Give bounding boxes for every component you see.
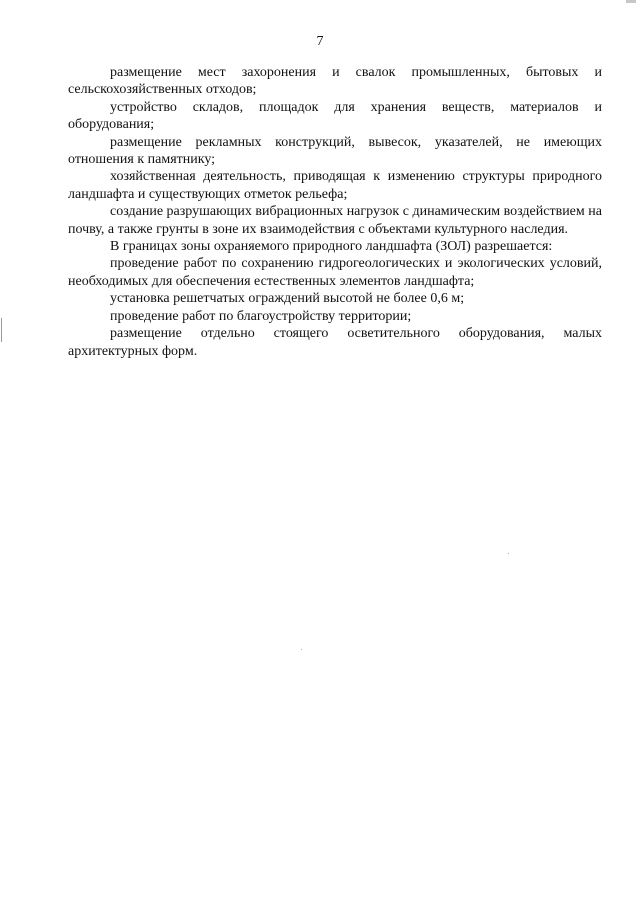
paragraph-economic-activity: хозяйственная деятельность, приводящая к изменению структуры природного ландшафта и существующих отметок рельефа; [68, 169, 602, 202]
paragraph-hydrogeology-works: проведение работ по сохранению гидрогеологических и экологических условий, необходимых для обеспечения естественных элементов ландшафта; [68, 256, 602, 289]
paragraph-warehouses: устройство складов, площадок для хранения веществ, материалов и оборудования; [68, 99, 602, 133]
scan-speck [508, 553, 509, 554]
scan-margin-mark [1, 318, 2, 342]
paragraph-vibration-loads: создание разрушающих вибрационных нагрузок с динамическим воздействием на почву, а также грунты в зоне их взаимодействия с объектами культурного наследия. [68, 204, 602, 237]
paragraph-advertising: размещение рекламных конструкций, вывесок, указателей, не имеющих отношения к памятнику; [68, 134, 602, 168]
scan-speck [301, 649, 302, 650]
paragraph-zol-permitted-heading: В границах зоны охраняемого природного ландшафта (ЗОЛ) разрешается: [110, 239, 553, 255]
paragraph-landfills: размещение мест захоронения и свалок промышленных, бытовых и сельскохозяйственных отходов; [68, 65, 602, 98]
document-body [68, 64, 602, 360]
scan-artifact [626, 0, 636, 3]
paragraph-landscaping: проведение работ по благоустройству территории; [110, 308, 412, 324]
page-number: 7 [316, 34, 324, 49]
paragraph-lighting-equipment: размещение отдельно стоящего осветительного оборудования, малых архитектурных форм. [68, 326, 602, 359]
paragraph-lattice-fences: установка решетчатых ограждений высотой не более 0,6 м; [110, 291, 465, 307]
